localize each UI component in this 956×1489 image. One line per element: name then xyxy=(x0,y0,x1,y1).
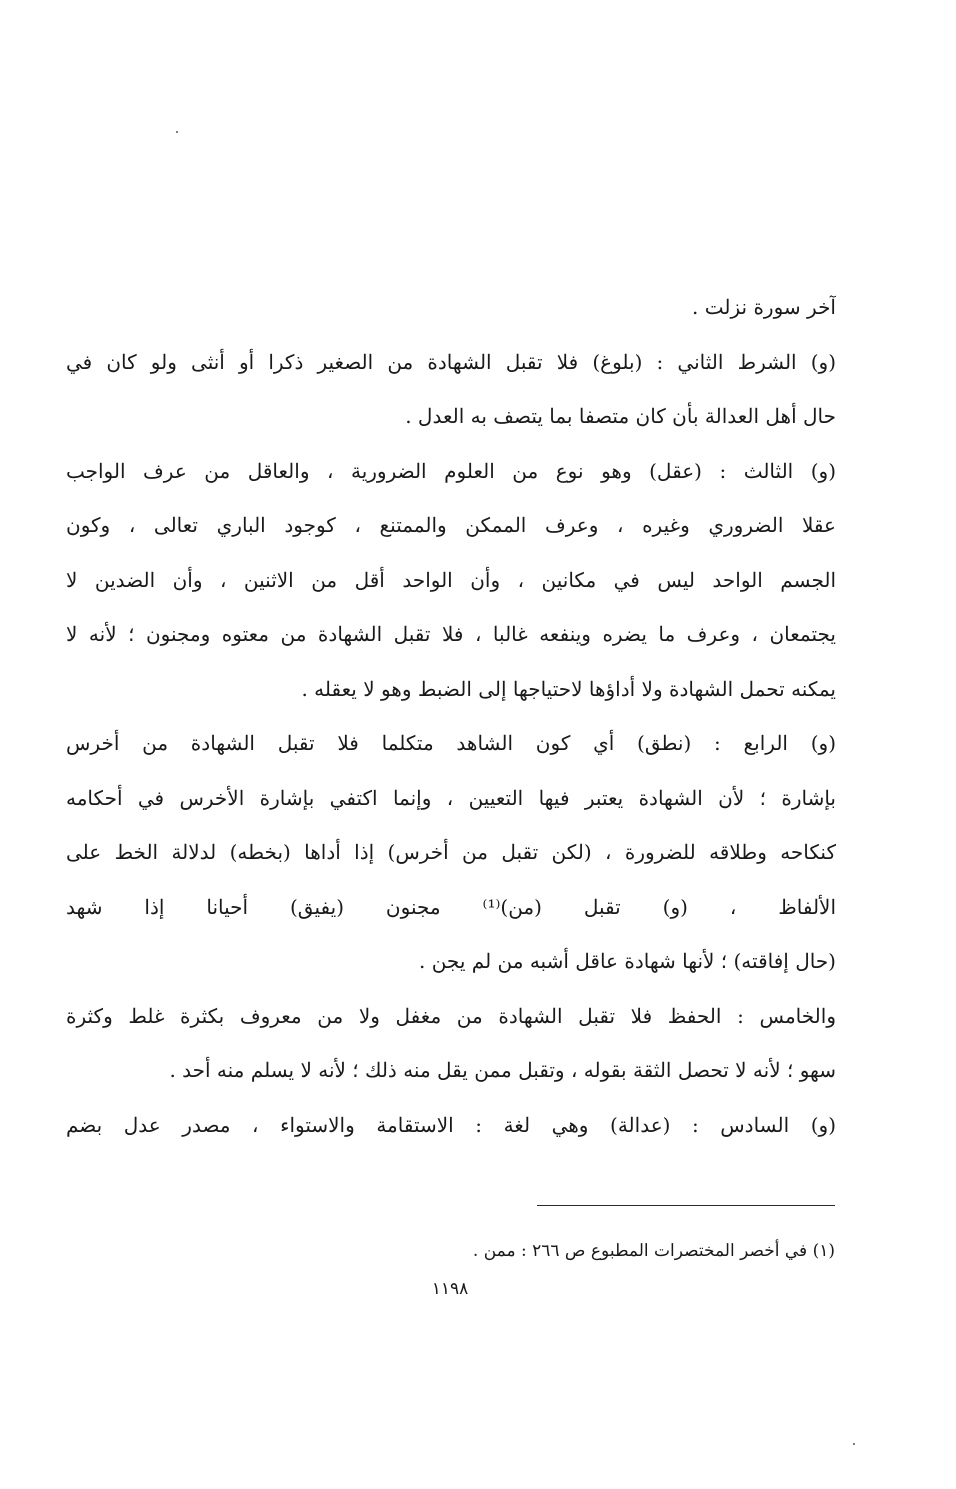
page-number: ١١٩٨ xyxy=(431,1279,469,1299)
footnote-divider xyxy=(537,1205,835,1206)
text-line: يجتمعان ، وعرف ما يضره وينفعه غالبا ، فلا تقبل الشهادة من معتوه ومجنون ؛ لأنه لا xyxy=(66,622,836,646)
footnote: (١) في أخصر المختصرات المطبوع ص ٢٦٦ : ممن . xyxy=(472,1241,835,1261)
scan-speck xyxy=(176,131,178,133)
scan-speck xyxy=(853,1443,855,1445)
text-line: حال أهل العدالة بأن كان متصفا بما يتصف به العدل . xyxy=(405,404,836,428)
text-line: بإشارة ؛ لأن الشهادة يعتبر فيها التعيين ، وإنما اكتفي بإشارة الأخرس في أحكامه xyxy=(66,785,836,810)
text-line: (و) الرابع : (نطق) أي كون الشاهد متكلما فلا تقبل الشهادة من أخرس xyxy=(66,731,836,755)
main-text xyxy=(66,280,836,1152)
text-line: (و) الثالث : (عقل) وهو نوع من العلوم الضرورية ، والعاقل من عرف الواجب xyxy=(66,458,836,483)
text-line: (و) السادس : (عدالة) وهي لغة : الاستقامة والاستواء ، مصدر عدل بضم xyxy=(66,1112,836,1137)
text-line: والخامس : الحفظ فلا تقبل الشهادة من مغفل ولا من معروف بكثرة غلط وكثرة xyxy=(66,1003,836,1028)
text-line: الألفاظ ، (و) تقبل (من)⁽¹⁾ مجنون (يفيق) أحيانا إذا شهد xyxy=(66,894,836,919)
text-line: (حال إفاقته) ؛ لأنها شهادة عاقل أشبه من لم يجن . xyxy=(418,949,836,973)
text-line: يمكنه تحمل الشهادة ولا أداؤها لاحتياجها إلى الضبط وهو لا يعقله . xyxy=(301,676,836,701)
text-line: كنكاحه وطلاقه للضرورة ، (لكن تقبل من أخرس) إذا أداها (بخطه) لدلالة الخط على xyxy=(66,840,836,864)
text-line: (و) الشرط الثاني : (بلوغ) فلا تقبل الشهادة من الصغير ذكرا أو أنثى ولو كان في xyxy=(66,349,836,374)
text-line: سهو ؛ لأنه لا تحصل الثقة بقوله ، وتقبل ممن يقل منه ذلك ؛ لأنه لا يسلم منه أحد . xyxy=(169,1058,836,1082)
text-line: الجسم الواحد ليس في مكانين ، وأن الواحد أقل من الاثنين ، وأن الضدين لا xyxy=(66,567,836,592)
text-line: آخر سورة نزلت . xyxy=(692,295,836,319)
text-line: عقلا الضروري وغيره ، وعرف الممكن والممتنع ، كوجود الباري تعالى ، وكون xyxy=(66,513,836,537)
